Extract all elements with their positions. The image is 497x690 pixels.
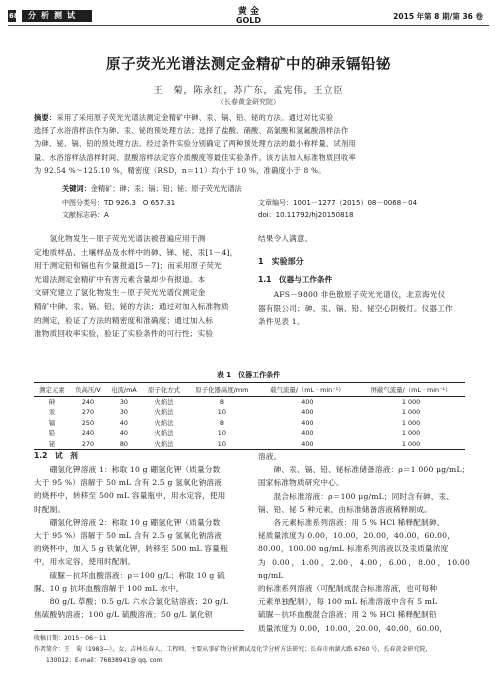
paper-title: 原子荧光光谱法测定金精矿中的砷汞镉铅铋 <box>106 57 391 73</box>
standards-text: 溶液。 砷、汞、镉、铅、铋标准储备溶液：ρ＝1 000 μg/mL； 国家标准物质研究中心。 混合标准溶液：ρ＝100 μg/mL；同时含有砷、汞、 镉、铅、铋 5 种元素，由标准储备溶液稀释制成。 各元素标准系列溶液：用 5 % HCl 稀释配制砷、 铋质量浓度为 0.00，10.00，20.00，40.00，60.00， 80.00，100.00 ng/mL 标准系列溶液以及汞质量浓度 为 0.00，1.00，2.00，4.00，6.00，8.00，10.00 ng/mL 的标准系列溶液（可配制成混合标准溶液，也可每种 元素单独配制），每 100 mL 标准溶液中含有 5 mL 硫脲－抗坏血酸混合溶液；用 2 % HCl 稀释配制铅 质量浓度为 0.00，10.00，20.00，40.00，60.00， <box>258 452 470 633</box>
column-header: 载气流量/（mL · min⁻¹） <box>258 383 357 397</box>
table-row: 汞 270 30 火焰法 10 400 1 000 <box>48 408 421 417</box>
header-rule <box>8 25 489 26</box>
author-intro: 作者简介：王 菊（1983—），女，吉林长春人，工程师，主要从事矿物分析测试及化学分析方法研究；长春市南湖大路 6760 号，长春黄金研究院， <box>34 646 432 653</box>
instrument-table <box>34 382 465 450</box>
table-row: 铋 270 80 火焰法 10 400 1 000 <box>34 439 465 450</box>
abstract-label: 摘要： <box>34 113 57 122</box>
abstract-line: 摘要：采用了采用原子荧光光谱法测定金精矿中砷、汞、镉、铅、铋的方法。通过对比实验 <box>34 113 334 122</box>
instrument-text: AFS－9800 非色散原子荧光光谱仪，北京海光仪 器有限公司；砷、汞、镉、铅、铋空心阴极灯。仪器工作 条件见表 1。 <box>258 290 453 327</box>
column-header: 屏蔽气流量/（mL · min⁻¹） <box>357 383 465 397</box>
subsection-heading: 1.1 仪器与工作条件 <box>258 275 333 284</box>
journal-title-cn: 黄 金 <box>237 7 260 17</box>
intro-continued: 结果令人满意。 <box>258 234 313 243</box>
column-header: 原子化器高度/mm <box>186 383 258 397</box>
table-header-row <box>34 383 465 397</box>
table-caption: 表 1 仪器工作条件 <box>216 371 281 379</box>
keywords <box>62 184 242 194</box>
abstract-line: 为 92.54 %～125.10 %，精密度（RSD，n＝11）均小于 10 %，准确度小于 8 %。 <box>34 165 326 175</box>
table-row: 铅 240 40 火焰法 10 400 1 000 <box>48 429 421 438</box>
table-row: 砷 240 30 火焰法 8 400 1 000 <box>48 398 421 406</box>
section-heading: 1 实验部分 <box>258 257 304 266</box>
column-header: 原子化方式 <box>142 383 186 397</box>
subsection-heading-reagents: 1.2 试 剂 <box>34 451 78 460</box>
column-header: 负高压/V <box>70 383 106 397</box>
document-code: 文献标志码：A <box>62 211 109 219</box>
footnote-rule <box>34 630 244 631</box>
column-header: 测定元素 <box>34 383 70 397</box>
abstract <box>34 111 464 177</box>
received-date: 收稿日期：2015－06－11 <box>34 635 107 642</box>
reagents-text: 硼氢化钾溶液 1：称取 10 g 硼氢化钾（质量分数 大于 95 %）溶解于 50 mL 含有 2.5 g 氢氧化钠溶液 的烧杯中，转移至 500 mL 容量瓶中，用水定容，使用 时配制。 硼氢化钾溶液 2：称取 10 g 硼氢化钾（质量分数 大于 95 %）溶解于 50 mL 含有 2.5 g 氢氧化钠溶液 的烧杯中，加入 5 g 铁氰化钾，转移至 500 mL 容量瓶 中，用水定容，使用时配制。 硫脲－抗坏血酸溶液：ρ＝100 g/L；称取 10 g 硫 脲、10 g 抗坏血酸溶解于 100 mL 水中。 80 g/L 草酸；0.5 g/L 六水合氯化钴溶液；20 g/L 焦硫酸钠溶液；100 g/L 硫酸溶液；50 g/L 氯化钡 <box>34 465 229 620</box>
author-address: 130012；E-mail：76838941@ qq. com <box>34 657 163 664</box>
abstract-line: 量、水浴溶样法溶样时间、混酸溶样法定容介质酸度等最佳实验条件。该方法加入标准物质回收率 <box>34 152 356 162</box>
keywords-text: 金精矿；砷；汞；镉；铅；铋；原子荧光光谱法 <box>90 184 242 193</box>
abstract-line: 为砷、铋、镉、铅的预处理方法。经过条件实验分别确定了两种预处理方法的最小称样量、试剂用 <box>34 139 356 149</box>
doi: doi：10.11792/hj20150818 <box>258 211 354 219</box>
issue-info: 2015 年第 8 期/第 36 卷 <box>393 12 483 21</box>
page-number: 68 <box>9 12 19 20</box>
clc-number: 中图分类号：TD 926.3 O 657.31 <box>62 199 176 207</box>
affiliation: （长春黄金研究院） <box>217 98 280 106</box>
column-header: 电流/mA <box>106 383 142 397</box>
journal-title-en: GOLD <box>235 16 262 25</box>
table-row: 镉 250 40 火焰法 8 400 1 000 <box>48 418 421 427</box>
article-id: 文章编号：1001－1277（2015）08－0068－04 <box>258 199 418 207</box>
abstract-line: 选择了水浴溶样法作为砷、汞、铋的预处理方法；选择了盐酸、硝酸、高氯酸和氢氟酸溶样法作 <box>34 126 349 136</box>
keywords-label: 关键词： <box>62 184 91 193</box>
introduction: 氢化物发生－原子荧光光谱法被普遍应用于测 定地质样品、土壤样品及水样中的砷、锑、铋、汞[1－4]， 用于测定铅和镉也有少量报道[5－7]；而采用原子荧光 光谱法测定金精矿中有害元素含量却少有报道。本 文研究建立了氢化物发生－原子荧光光谱仪测定金 精矿中砷、汞、镉、铅、铋的方法；通过对加入标准物质 的测定，验证了方法的精密度和准确度；通过加入标 准物质回收率实验，验证了实验条件的可行性；实验 <box>34 234 238 339</box>
authors: 王 菊，陈永红，苏广东，孟宪伟，王立臣 <box>153 86 344 96</box>
section-label: 分析测试 <box>22 10 92 22</box>
